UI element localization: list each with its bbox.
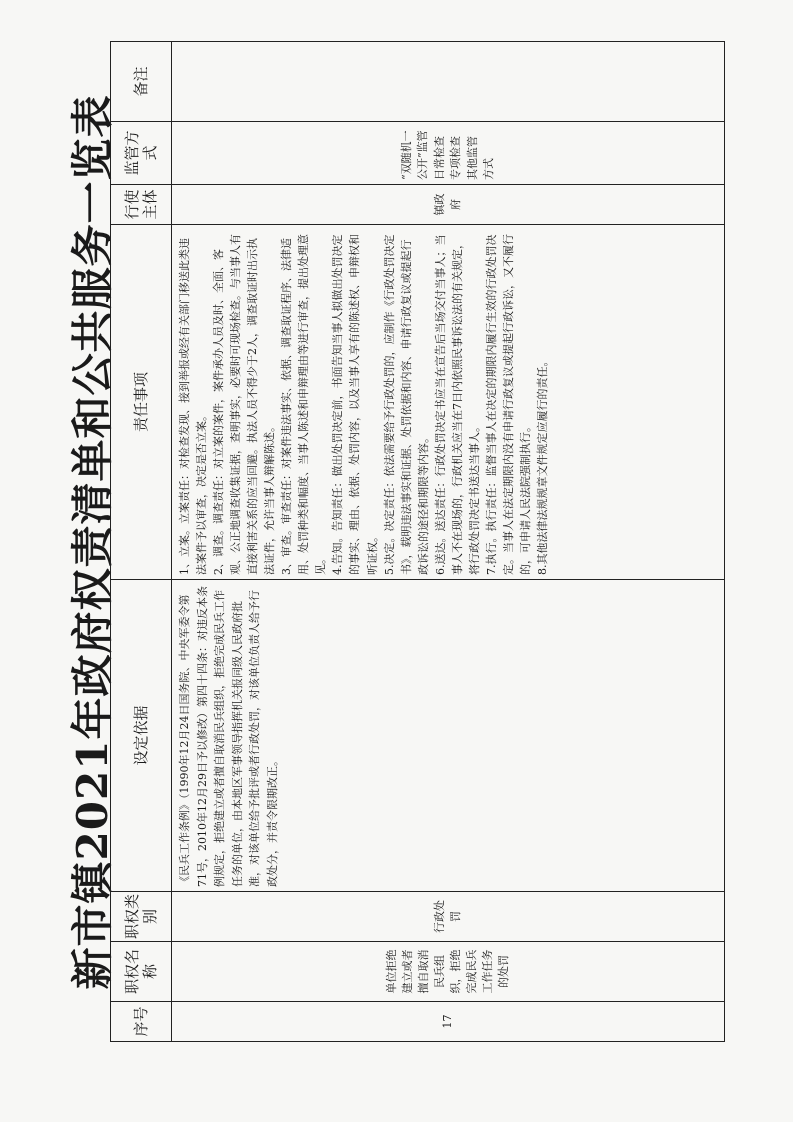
row-remark	[172, 42, 725, 122]
row-basis: 《民兵工作条例》（1990年12月24日国务院、中央军委令第71号，2010年12月29日予以修改）第四十四条：对违反本条例规定，拒绝建立或者擅自取消民兵组织，拒绝完成民兵工作任务的单位，由本地区军事领导指挥机关报同级人民政府批准，对该单位给予批评或者行政处罚，对该单位负责人给予行政处分，并责令限期改正。	[172, 580, 725, 892]
row-index: 17	[172, 1002, 725, 1042]
header-responsibilities: 责任事项	[111, 225, 172, 580]
table-row	[172, 42, 725, 1042]
header-monitoring: 监管方式	[111, 122, 172, 185]
row-name: 单位拒绝建立或者擅自取消民兵组织，拒绝完成民兵工作任务的处罚	[172, 942, 725, 1002]
header-basis: 设定依据	[111, 580, 172, 892]
header-remark: 备注	[111, 42, 172, 122]
responsibility-item: 7.执行。执行责任：监督当事人在决定的期限内履行生效的行政处罚决定。当事人在法定期限内没有申请行政复议或提起行政诉讼，又不履行的，可申请人民法院强制执行。	[484, 234, 532, 575]
responsibility-item: 2、调查。调查责任：对立案的案件，案件承办人员及时、全面、客观、公正地调查收集证据，查明事实，必要时可现场检查。与当事人有直接利害关系的应当回避。执法人员不得少于2人，调查取证时出示执法证件，允许当事人辩解陈述。	[212, 234, 277, 575]
responsibility-item: 1、立案。立案责任：对检查发现、接到举报或经有关部门移送此类违法案件予以审查，决定是否立案。	[178, 238, 209, 575]
responsibility-table	[110, 41, 725, 1042]
header-category: 职权类别	[111, 892, 172, 942]
header-name: 职权名称	[111, 942, 172, 1002]
responsibility-item: 3、审查。审查责任：对案件违法事实、依据、调查取证程序、法律适用、处罚种类和幅度、当事人陈述和申辩理由等进行审查，提出处理意见。	[280, 234, 328, 575]
responsibility-item: 5.决定。决定责任：依法需要给予行政处罚的，应制作《行政处罚决定书》，载明违法事实和证据、处罚依据和内容、申请行政复议或提起行政诉讼的途径和期限等内容。	[382, 234, 430, 575]
header-index: 序号	[111, 1002, 172, 1042]
header-subject: 行使主体	[111, 185, 172, 225]
responsibility-item: 6.送达。送达责任：行政处罚决定书应当在宣告后当场交付当事人；当事人不在现场的，行政机关应当在7日内依照民事诉讼法的有关规定，将行政处罚决定书送达当事人。	[433, 234, 481, 575]
responsibility-item: 8.其他法律法规规章文件规定应履行的责任。	[535, 355, 549, 575]
row-category: 行政处罚	[172, 892, 725, 942]
responsibility-item: 4.告知。告知责任：做出处罚决定前，书面告知当事人拟做出处罚决定的事实、理由、依据、处罚内容，以及当事人享有的陈述权、申辩权和听证权。	[331, 234, 379, 575]
row-monitoring: “双随机一公开”监管日常检查专项检查其他监管方式	[172, 122, 725, 185]
row-responsibilities	[172, 225, 725, 580]
table-header-row	[111, 42, 172, 1042]
row-subject: 镇政府	[172, 185, 725, 225]
page-title: 新市镇2021年政府权责清单和公共服务一览表	[68, 94, 117, 990]
